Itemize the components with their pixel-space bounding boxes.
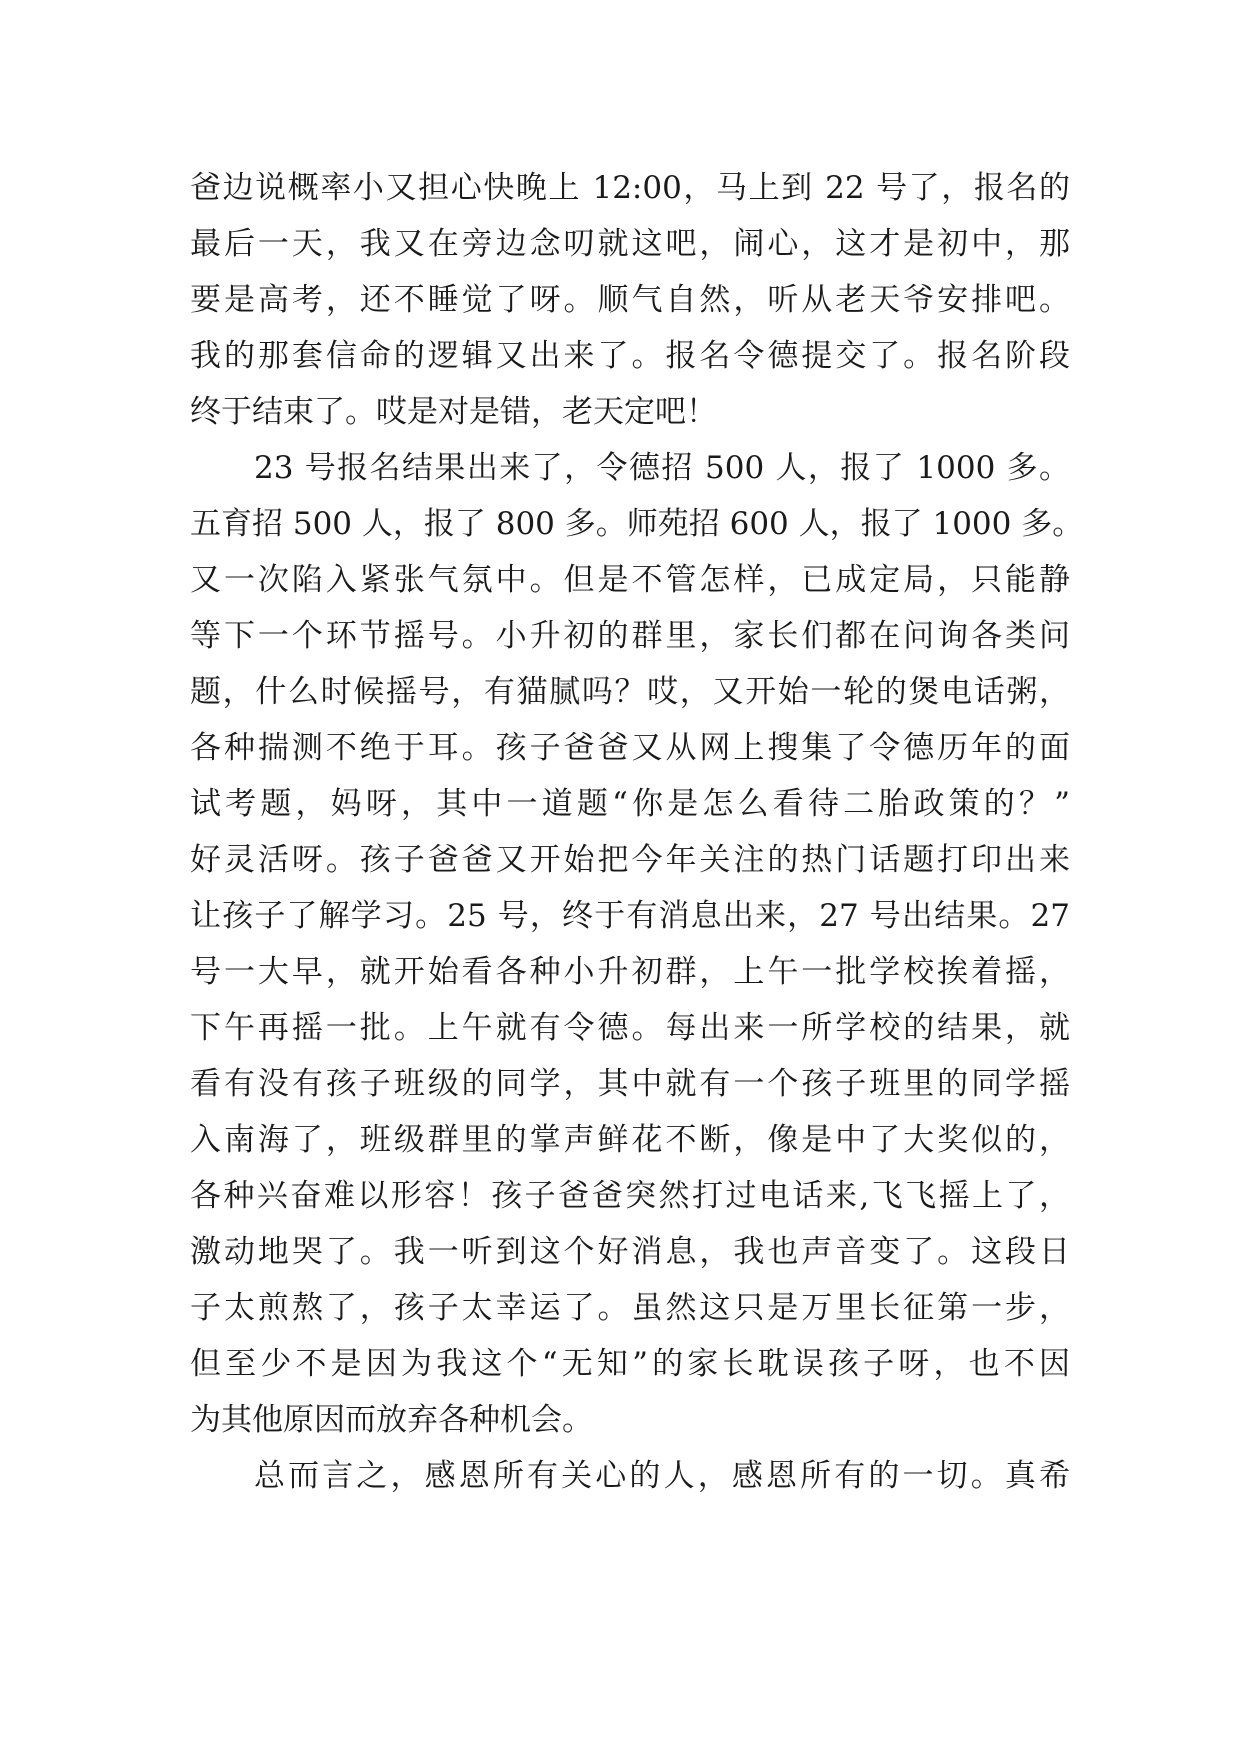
paragraph-2-line-2: 五育招 500 人，报了 800 多。师苑招 600 人，报了 1000 多。 xyxy=(190,506,1084,542)
paragraph-2-line-18: 为其他原因而放弃各种机会。 xyxy=(190,1402,593,1438)
paragraph-2-line-7: 试考题，妈呀，其中一道题“你是怎么看待二胎政策的？” xyxy=(190,786,1070,822)
paragraph-1-line-5: 终于结束了。哎是对是错，老天定吧！ xyxy=(190,394,717,430)
paragraph-1-line-3: 要是高考，还不睡觉了呀。顺气自然，听从老天爷安排吧。 xyxy=(190,282,1070,318)
paragraph-2-line-10: 号一大早，就开始看各种小升初群，上午一批学校挨着摇， xyxy=(190,954,1070,990)
paragraph-2-line-3: 又一次陷入紧张气氛中。但是不管怎样，已成定局，只能静 xyxy=(190,562,1070,598)
paragraph-2-line-5: 题，什么时候摇号，有猫腻吗？哎，又开始一轮的煲电话粥， xyxy=(190,674,1070,710)
paragraph-1-line-1: 爸边说概率小又担心快晚上 12:00，马上到 22 号了，报名的 xyxy=(190,170,1070,206)
paragraph-2-line-9: 让孩子了解学习。25 号，终于有消息出来，27 号出结果。27 xyxy=(190,898,1070,934)
paragraph-2-line-4: 等下一个环节摇号。小升初的群里，家长们都在问询各类问 xyxy=(190,618,1070,654)
paragraph-1-line-4: 我的那套信命的逻辑又出来了。报名令德提交了。报名阶段 xyxy=(190,338,1070,374)
paragraph-2-line-11: 下午再摇一批。上午就有令德。每出来一所学校的结果，就 xyxy=(190,1010,1070,1046)
paragraph-2-line-14: 各种兴奋难以形容！孩子爸爸突然打过电话来,飞飞摇上了， xyxy=(190,1178,1070,1214)
paragraph-2-line-6: 各种揣测不绝于耳。孩子爸爸又从网上搜集了令德历年的面 xyxy=(190,730,1070,766)
paragraph-2-line-12: 看有没有孩子班级的同学，其中就有一个孩子班里的同学摇 xyxy=(190,1066,1070,1102)
paragraph-2-line-15: 激动地哭了。我一听到这个好消息，我也声音变了。这段日 xyxy=(190,1234,1070,1270)
paragraph-2-line-17: 但至少不是因为我这个“无知”的家长耽误孩子呀，也不因 xyxy=(190,1346,1070,1382)
paragraph-1-line-2: 最后一天，我又在旁边念叨就这吧，闹心，这才是初中，那 xyxy=(190,226,1070,262)
paragraph-2-line-8: 好灵活呀。孩子爸爸又开始把今年关注的热门话题打印出来 xyxy=(190,842,1070,878)
body-text xyxy=(190,160,1084,1504)
paragraph-2-line-1: 23 号报名结果出来了，令德招 500 人，报了 1000 多。 xyxy=(254,450,1070,486)
paragraph-3-line-1: 总而言之，感恩所有关心的人，感恩所有的一切。真希 xyxy=(254,1458,1070,1494)
paragraph-2-line-16: 子太煎熬了，孩子太幸运了。虽然这只是万里长征第一步， xyxy=(190,1290,1070,1326)
paragraph-2-line-13: 入南海了，班级群里的掌声鲜花不断，像是中了大奖似的， xyxy=(190,1122,1070,1158)
